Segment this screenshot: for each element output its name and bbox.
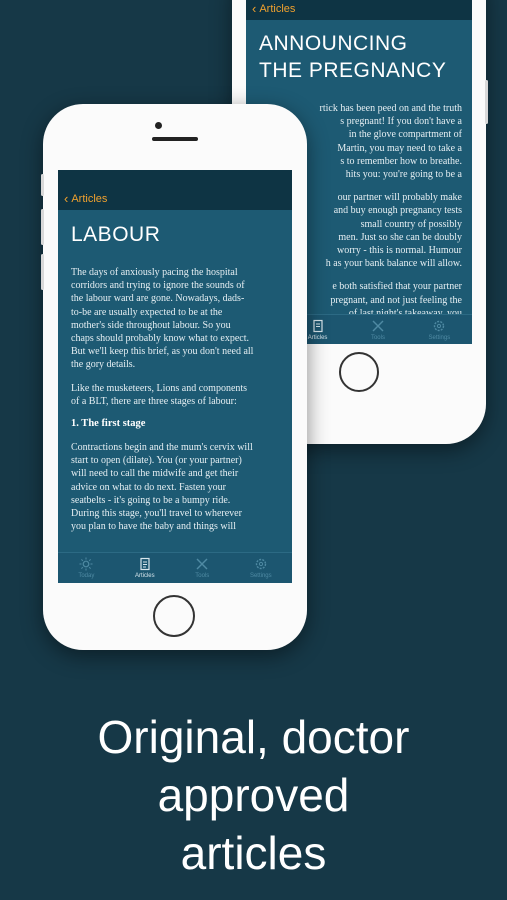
power-button — [485, 80, 488, 124]
document-icon — [138, 557, 152, 571]
text-line: s pregnant! If you don't have a — [340, 116, 462, 128]
front-phone — [43, 104, 307, 650]
tab-tools[interactable] — [371, 319, 385, 341]
article-title: LABOUR — [71, 223, 161, 246]
tab-articles[interactable] — [135, 557, 155, 579]
text-line: will need to call the midwife and get their — [71, 468, 239, 480]
home-button[interactable] — [153, 595, 195, 637]
caption-line: Original, doctor — [97, 711, 410, 763]
text-line: mother's side throughout labour. So you — [71, 319, 231, 331]
text-line: s to remember how to breathe. — [340, 155, 462, 167]
tab-label: Articles — [134, 573, 155, 579]
text-line: corridors and trying to ignore the sounds of — [71, 280, 245, 292]
home-button[interactable] — [339, 352, 379, 392]
tab-label: Articles — [307, 334, 328, 341]
tools-icon — [371, 319, 385, 333]
article-title — [259, 30, 462, 84]
sun-icon — [79, 557, 93, 571]
chevron-left-icon[interactable]: ‹ — [252, 1, 257, 16]
text-line: hits you: you're going to be a — [345, 169, 462, 181]
gear-icon — [432, 319, 446, 333]
article-paragraph — [71, 441, 282, 533]
text-line: pregnant, and not just feeling the — [330, 294, 462, 306]
tab-label: Settings — [428, 334, 451, 341]
text-line: our partner will probably make — [337, 192, 462, 204]
tab-settings[interactable] — [250, 557, 272, 579]
front-phone-article — [71, 222, 282, 543]
front-phone-navbar — [58, 170, 292, 210]
chevron-left-icon[interactable]: ‹ — [64, 191, 69, 206]
article-paragraph — [71, 266, 282, 372]
gear-icon — [254, 557, 268, 571]
text-line: Martin, you may need to take a — [337, 142, 462, 154]
text-line: worry - this is normal. Humour — [337, 245, 462, 257]
volume-button — [41, 254, 44, 290]
text-line: start to open (dilate). You (or your partner) — [71, 455, 242, 467]
text-line: men. Just so she can be doubly — [338, 231, 462, 243]
text-line: h as your bank balance will allow. — [325, 258, 462, 270]
text-line: advice on what to do next. Fasten your — [71, 481, 226, 493]
text-line: During this stage, you'll travel to wherever — [71, 508, 242, 520]
tab-label: Today — [78, 573, 95, 579]
tab-today[interactable] — [78, 557, 94, 579]
front-phone-tabbar — [58, 552, 292, 583]
title-line: THE PREGNANCY — [259, 59, 447, 82]
tab-label: Tools — [195, 573, 210, 579]
back-articles-link[interactable]: Articles — [71, 193, 108, 205]
text-line: the labour ward are gone. Nowadays, dads- — [71, 293, 245, 305]
back-phone-navbar — [246, 0, 472, 20]
text-line: seatbelts - it's going to be a bumpy ride. — [71, 494, 231, 506]
text-line: e both satisfied that your partner — [332, 281, 462, 293]
section-heading: 1. The first stage — [71, 418, 146, 430]
tab-settings[interactable] — [429, 319, 451, 341]
front-camera — [155, 122, 162, 129]
text-line: you plan to have the baby and things will — [71, 521, 236, 533]
tab-label: Settings — [249, 573, 272, 579]
text-line: of a BLT, there are three stages of labour: — [71, 395, 237, 407]
text-line: chaps should probably know what to expect. — [71, 333, 250, 345]
text-line: and buy enough pregnancy tests — [333, 205, 462, 217]
earpiece-speaker — [152, 137, 198, 141]
text-line: Contractions begin and the mum's cervix will — [71, 442, 253, 454]
article-paragraph — [71, 382, 282, 408]
tab-articles[interactable] — [308, 319, 328, 341]
back-articles-link[interactable]: Articles — [259, 3, 296, 15]
front-phone-screen — [58, 170, 292, 583]
text-line: rtick has been peed on and the truth — [319, 103, 462, 114]
text-line: in the glove compartment of — [348, 129, 462, 141]
text-line: Like the musketeers, Lions and components — [71, 382, 248, 394]
caption-line: articles — [180, 827, 327, 879]
volume-button — [41, 209, 44, 245]
mute-switch — [41, 174, 44, 196]
text-line: to-be are usually expected to be at the — [71, 306, 223, 318]
document-icon — [311, 319, 325, 333]
text-line: the gory details. — [71, 359, 136, 371]
tab-label: Tools — [370, 334, 385, 341]
caption-line: approved — [157, 769, 350, 821]
tools-icon — [195, 557, 209, 571]
text-line: The days of anxiously pacing the hospital — [71, 267, 238, 278]
text-line: small country of possibly — [360, 218, 462, 230]
title-line: ANNOUNCING — [259, 32, 408, 55]
tab-tools[interactable] — [195, 557, 209, 579]
promo-caption — [0, 708, 507, 882]
text-line: But we'll keep this brief, as you don't need all — [71, 346, 254, 358]
